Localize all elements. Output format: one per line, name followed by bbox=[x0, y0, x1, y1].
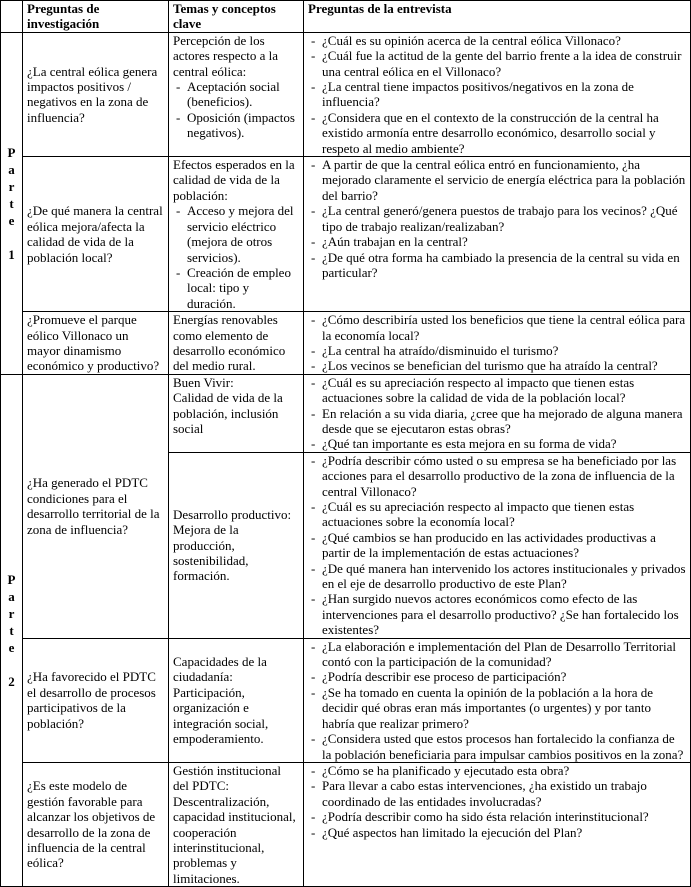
interview-question-list bbox=[308, 33, 686, 156]
interview-question-item: - ¿Cómo describiría usted los beneficios que tiene la central eólica para la economía local? bbox=[308, 312, 686, 343]
theme-cell bbox=[169, 32, 304, 156]
research-question: ¿La central eólica genera impactos positivos / negativos en la zona de influencia? bbox=[23, 32, 169, 156]
theme-body: Participación, organización e integración social, empoderamiento. bbox=[173, 684, 269, 747]
theme-body: Calidad de vida de la población, inclusión social bbox=[173, 390, 283, 436]
theme-body: Descentralización, capacidad institucional, cooperación interinstitucional, problemas y limitaciones. bbox=[173, 793, 296, 886]
interview-question-item: - ¿Cuál es su apreciación respecto al impacto que tienen estas actuaciones sobre la calidad de vida de la población local? bbox=[308, 375, 686, 406]
theme-cell bbox=[169, 157, 304, 312]
interview-question-list bbox=[308, 312, 686, 374]
part-letter: P bbox=[7, 144, 16, 160]
interview-question-item: - ¿Qué tan importante es esta mejora en su forma de vida? bbox=[308, 436, 686, 451]
interview-question-item: - ¿Cómo se ha planificado y ejecutado esta obra? bbox=[308, 763, 686, 778]
theme-item: - Oposición (impactos negativos). bbox=[173, 110, 299, 141]
interview-question-item: - ¿Cuál fue la actitud de la gente del barrio frente a la idea de construir una central eólica en el Villonaco? bbox=[308, 48, 686, 79]
interview-question-item: - ¿Qué aspectos han limitado la ejecución del Plan? bbox=[308, 825, 686, 840]
part-letter: a bbox=[8, 588, 15, 604]
interview-questions-cell bbox=[304, 638, 691, 762]
table-row bbox=[1, 762, 691, 886]
part-label-2 bbox=[1, 374, 23, 886]
header-interview-questions: Preguntas de la entrevista bbox=[304, 1, 691, 33]
interview-question-item: - ¿Cuál es su apreciación respecto al impacto que tienen estas actuaciones sobre la economía local? bbox=[308, 499, 686, 530]
interview-question-item: - ¿Considera usted que estos procesos han fortalecido la confianza de la población beneficiaria para impulsar cambios positivos en la zona? bbox=[308, 731, 686, 762]
part-letter: e bbox=[8, 639, 15, 655]
theme-cell bbox=[169, 452, 304, 638]
interview-question-item: - ¿Qué cambios se han producido en las actividades productivas a partir de la implementación de estas actuaciones? bbox=[308, 530, 686, 561]
interview-question-list bbox=[308, 453, 686, 638]
interview-questions-cell bbox=[304, 374, 691, 452]
interview-question-list bbox=[308, 375, 686, 452]
interview-question-item: - ¿De qué otra forma ha cambiado la presencia de la central su vida en particular? bbox=[308, 250, 686, 281]
part-letter bbox=[1, 656, 22, 673]
header-themes: Temas y conceptos clave bbox=[169, 1, 304, 33]
interview-question-item: - ¿Cuál es su opinión acerca de la central eólica Villonaco? bbox=[308, 33, 686, 48]
theme-item: - Creación de empleo local: tipo y duración. bbox=[173, 265, 299, 311]
interview-question-item: - ¿Los vecinos se benefician del turismo que ha atraído la central? bbox=[308, 358, 686, 373]
part-letter: P bbox=[7, 571, 16, 587]
interview-questions-cell bbox=[304, 157, 691, 312]
part-label-1 bbox=[1, 32, 23, 374]
table-row bbox=[1, 638, 691, 762]
theme-cell bbox=[169, 762, 304, 886]
table-row bbox=[1, 374, 691, 452]
interview-question-item: - ¿Se ha tomado en cuenta la opinión de la población a la hora de decidir qué obras eran más importantes (o urgentes) y por tanto habría que realizar primero? bbox=[308, 685, 686, 731]
theme-cell bbox=[169, 312, 304, 375]
research-question: ¿Ha favorecido el PDTC el desarrollo de procesos participativos de la población? bbox=[23, 638, 169, 762]
theme-list bbox=[173, 203, 299, 311]
interview-question-item: - ¿Aún trabajan en la central? bbox=[308, 234, 686, 249]
interview-questions-cell bbox=[304, 32, 691, 156]
interview-question-item: - A partir de que la central eólica entró en funcionamiento, ¿ha mejorado claramente el servicio de energía eléctrica para la población del barrio? bbox=[308, 157, 686, 203]
research-question: ¿Es este modelo de gestión favorable para alcanzar los objetivos de desarrollo de la zona de influencia de la central eólica? bbox=[23, 762, 169, 886]
interview-question-item: - ¿Han surgido nuevos actores económicos como efecto de las intervenciones para el desarrollo productivo? ¿Se han fortalecido los existentes? bbox=[308, 591, 686, 637]
table-row bbox=[1, 157, 691, 312]
table-row bbox=[1, 32, 691, 156]
interview-question-item: - ¿Podría describir como ha sido ésta relación interinstitucional? bbox=[308, 809, 686, 824]
theme-item: - Acceso y mejora del servicio eléctrico (mejora de otros servicios). bbox=[173, 203, 299, 265]
part-letter: r bbox=[8, 605, 15, 621]
interview-question-item: - ¿La central ha atraído/disminuido el turismo? bbox=[308, 343, 686, 358]
theme-list bbox=[173, 79, 299, 141]
theme-cell bbox=[169, 638, 304, 762]
interview-question-item: - ¿Considera que en el contexto de la construcción de la central ha existido armonía entre desarrollo económico, desarrollo social y respeto al medio ambiente? bbox=[308, 110, 686, 156]
interview-questions-cell bbox=[304, 762, 691, 886]
interview-question-item: - ¿De qué manera han intervenido los actores institucionales y privados en el eje de desarrollo productivo de este Plan? bbox=[308, 561, 686, 592]
header-research-questions: Preguntas de investigación bbox=[23, 1, 169, 33]
theme-intro: Energías renovables como elemento de desarrollo económico del medio rural. bbox=[173, 312, 286, 374]
theme-intro: Efectos esperados en la calidad de vida de la población: bbox=[173, 157, 295, 203]
part-letter: t bbox=[9, 622, 14, 638]
theme-intro: Desarrollo productivo: bbox=[173, 506, 292, 522]
table-row bbox=[1, 312, 691, 375]
interview-question-item: - ¿Podría describir cómo usted o su empresa se ha beneficiado por las acciones para el desarrollo productivo de la zona de influencia de la central Villonaco? bbox=[308, 453, 686, 499]
research-question: ¿De qué manera la central eólica mejora/afecta la calidad de vida de la población local? bbox=[23, 157, 169, 312]
theme-body: Mejora de la producción, sostenibilidad, formación. bbox=[173, 522, 249, 584]
interview-question-list bbox=[308, 763, 686, 840]
research-question: ¿Promueve el parque eólico Villonaco un mayor dinamismo económico y productivo? bbox=[23, 312, 169, 375]
part-letter bbox=[1, 229, 22, 246]
interview-question-item: - ¿La elaboración e implementación del Plan de Desarrollo Territorial contó con la participación de la comunidad? bbox=[308, 639, 686, 670]
part-letter: a bbox=[8, 161, 15, 177]
interview-questions-cell bbox=[304, 452, 691, 638]
part-letter: r bbox=[8, 178, 15, 194]
part-letter: e bbox=[8, 212, 15, 228]
interview-question-item: - ¿La central generó/genera puestos de trabajo para los vecinos? ¿Qué tipo de trabajo realizan/realizaban? bbox=[308, 203, 686, 234]
interview-question-item: - Para llevar a cabo estas intervenciones, ¿ha existido un trabajo coordinado de las entidades involucradas? bbox=[308, 778, 686, 809]
interview-question-list bbox=[308, 639, 686, 762]
interview-question-list bbox=[308, 157, 686, 280]
theme-item: - Aceptación social (beneficios). bbox=[173, 79, 299, 110]
part-letter: 1 bbox=[8, 246, 15, 262]
part-letter: t bbox=[9, 195, 14, 211]
theme-intro: Buen Vivir: bbox=[173, 374, 234, 390]
research-question: ¿Ha generado el PDTC condiciones para el desarrollo territorial de la zona de influencia? bbox=[23, 374, 169, 638]
header-part bbox=[1, 1, 23, 33]
interview-question-item: - ¿Podría describir ese proceso de participación? bbox=[308, 669, 686, 684]
theme-intro: Percepción de los actores respecto a la central eólica: bbox=[173, 32, 279, 79]
interview-questions-cell bbox=[304, 312, 691, 375]
interview-question-item: - ¿La central tiene impactos positivos/negativos en la zona de influencia? bbox=[308, 79, 686, 110]
header-row bbox=[1, 1, 691, 33]
interview-question-item: - En relación a su vida diaria, ¿cree que ha mejorado de alguna manera desde que se ejecutaron estas obras? bbox=[308, 406, 686, 437]
theme-intro: Gestión institucional del PDTC: bbox=[173, 762, 281, 794]
part-letter: 2 bbox=[8, 673, 15, 689]
theme-intro: Capacidades de la ciudadanía: bbox=[173, 654, 267, 685]
theme-cell bbox=[169, 374, 304, 452]
